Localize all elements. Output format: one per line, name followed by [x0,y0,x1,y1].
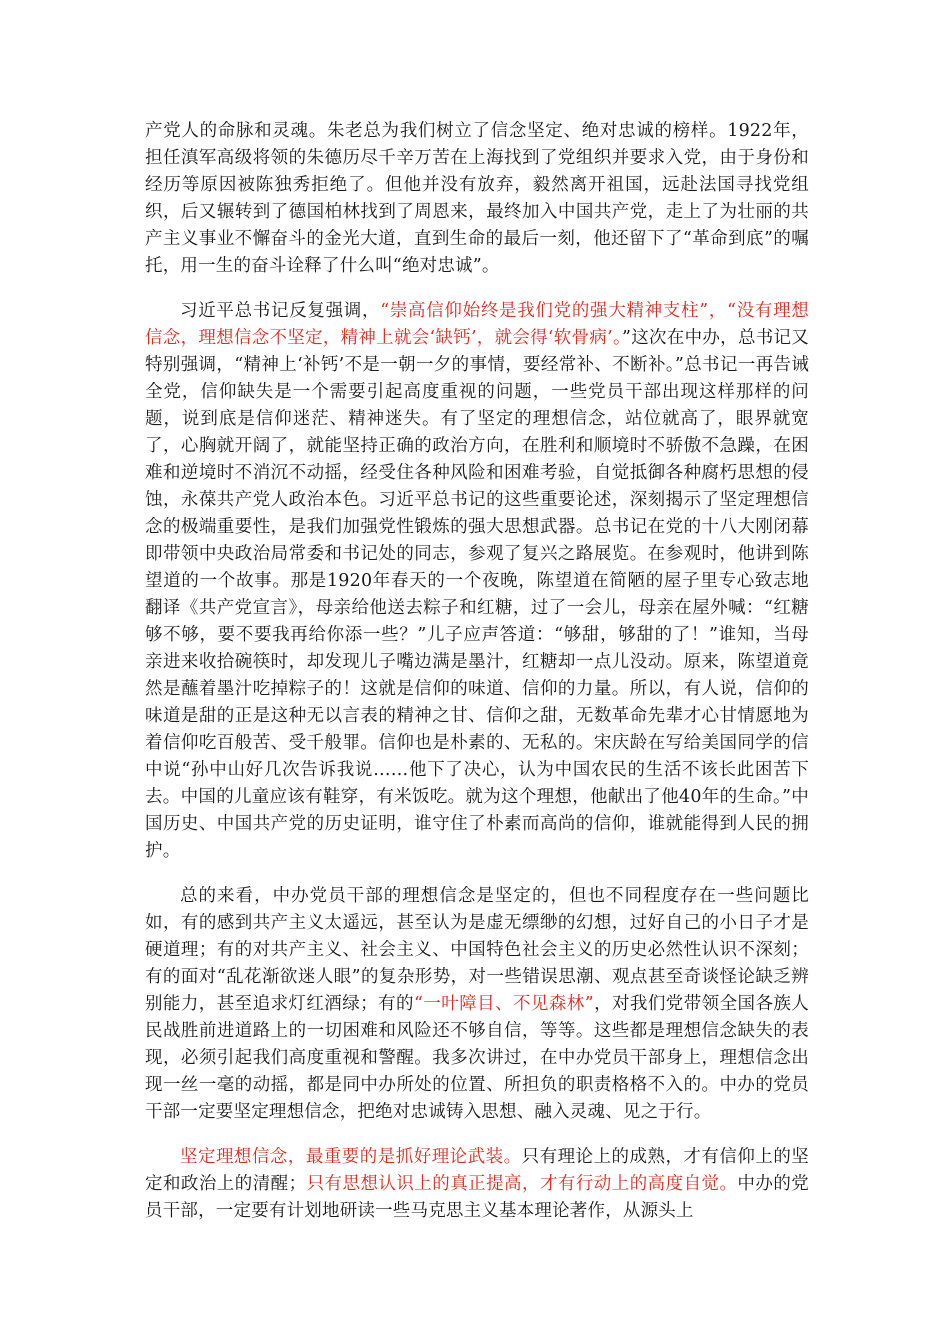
paragraph-3-text: ，对我们党带领全国各族人民战胜前进道路上的一切困难和风险还不够自信，等等。这些都是理想信念缺失的表现，必须引起我们高度重视和警醒。我多次讲过，在中办党员干部身上，理想信念出现一丝一毫的动摇，都是同中办所处的位置、所担负的职责格格不入的。中办的党员干部一定要坚定理想信念，把绝对忠诚铸入思想、融入灵魂、见之于行。 [145,994,809,1122]
paragraph-4-text: 只有理论上的成熟，才有信仰上的坚定和政治上的清醒； [145,1147,809,1194]
paragraph-4-highlight: 坚定理想信念，最重要的是抓好理论武装。 [180,1147,522,1167]
paragraph-2-text: 习近平总书记反复强调， [180,301,381,321]
paragraph-1 [145,118,809,280]
document-page [145,118,809,1243]
paragraph-2-highlight: “崇高信仰始终是我们党的强大精神支柱”，“没有理想信念，理想信念不坚定，精神上就会‘缺钙’，就会得‘软骨病’。 [145,301,809,348]
paragraph-3-highlight: “一叶障目、不见森林” [413,994,594,1014]
paragraph-4-text: 中办的党员干部，一定要有计划地研读一些马克思主义基本理论著作，从源头上 [145,1174,809,1221]
paragraph-4-highlight: 只有思想认识上的真正提高，才有行动上的高度自觉。 [306,1174,738,1194]
paragraph-2-text: ”这次在中办，总书记又特别强调，“精神上‘补钙’不是一朝一夕的事情，要经常补、不断补。”总书记一再告诫全党，信仰缺失是一个需要引起高度重视的问题，一些党员干部出现这样那样的问题，说到底是信仰迷茫、精神迷失。有了坚定的理想信念，站位就高了，眼界就宽了，心胸就开阔了，就能坚持正确的政治方向，在胜利和顺境时不骄傲不急躁，在困难和逆境时不消沉不动摇，经受住各种风险和困难考验，自觉抵御各种腐朽思想的侵蚀，永葆共产党人政治本色。习近平总书记的这些重要论述，深刻揭示了坚定理想信念的极端重要性，是我们加强党性锻炼的强大思想武器。总书记在党的十八大刚闭幕即带领中央政治局常委和书记处的同志，参观了复兴之路展览。在参观时，他讲到陈望道的一个故事。那是1920年春天的一个夜晚，陈望道在简陋的屋子里专心致志地翻译《共产党宣言》，母亲给他送去粽子和红糖，过了一会儿，母亲在屋外喊：“红糖够不够，要不要我再给你添一些？”儿子应声答道：“够甜，够甜的了！”谁知，当母亲进来收拾碗筷时，却发现儿子嘴边满是墨汁，红糖却一点儿没动。原来，陈望道竟然是蘸着墨汁吃掉粽子的！这就是信仰的味道、信仰的力量。所以，有人说，信仰的味道是甜的正是这种无以言表的精神之甘、信仰之甜，无数革命先辈才心甘情愿地为着信仰吃百般苦、受千般罪。信仰也是朴素的、无私的。宋庆龄在写给美国同学的信中说“孙中山好几次告诉我说……他下了决心，认为中国农民的生活不该长此困苦下去。中国的儿童应该有鞋穿，有米饭吃。就为这个理想，他献出了他40年的生命。”中国历史、中国共产党的历史证明，谁守住了朴素而高尚的信仰，谁就能得到人民的拥护。 [145,328,809,861]
paragraph-3-text: 总的来看，中办党员干部的理想信念是坚定的，但也不同程度存在一些问题比如，有的感到共产主义太遥远，甚至认为是虚无缥缈的幻想，过好自己的小日子才是硬道理；有的对共产主义、社会主义、中国特色社会主义的历史必然性认识不深刻；有的面对“乱花渐欲迷人眼”的复杂形势，对一些错误思潮、观点甚至奇谈怪论缺乏辨别能力，甚至追求灯红酒绿；有的 [145,886,809,1014]
paragraph-3 [145,883,809,1126]
paragraph-4 [145,1144,809,1225]
paragraph-1-text: 产党人的命脉和灵魂。朱老总为我们树立了信念坚定、绝对忠诚的榜样。1922年，担任滇军高级将领的朱德历尽千辛万苦在上海找到了党组织并要求入党，由于身份和经历等原因被陈独秀拒绝了。但他并没有放弃，毅然离开祖国，远赴法国寻找党组织，后又辗转到了德国柏林找到了周恩来，最终加入中国共产党，走上了为壮丽的共产主义事业不懈奋斗的金光大道，直到生命的最后一刻，他还留下了“革命到底”的嘱托，用一生的奋斗诠释了什么叫“绝对忠诚”。 [145,121,809,276]
paragraph-2 [145,298,809,865]
